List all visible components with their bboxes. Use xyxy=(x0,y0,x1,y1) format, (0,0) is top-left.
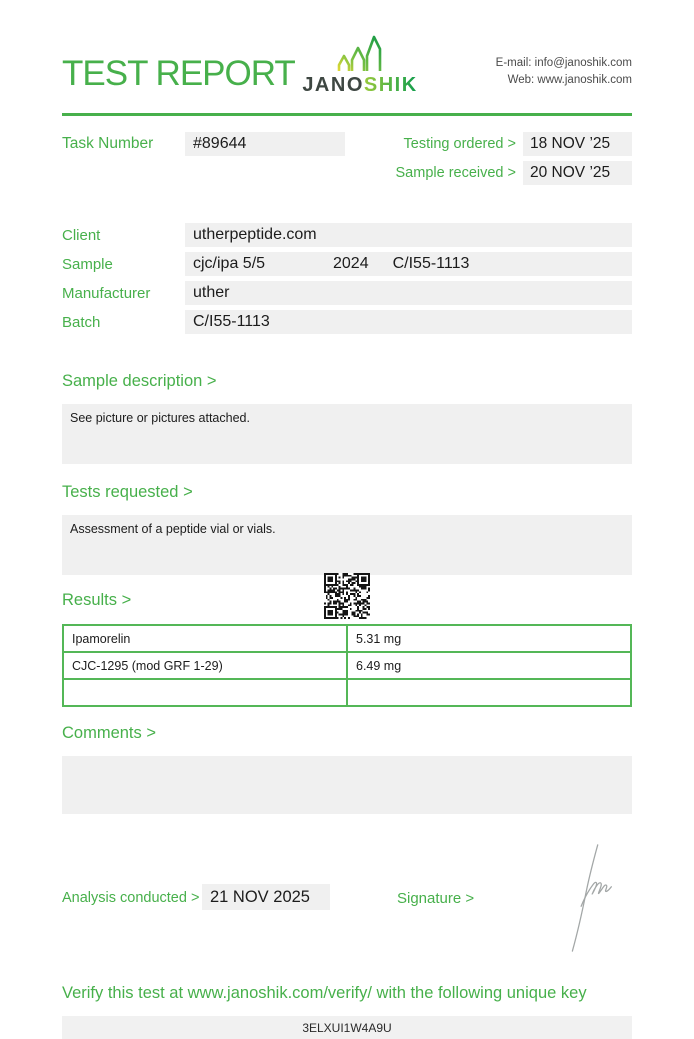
tests-requested-box: Assessment of a peptide vial or vials. xyxy=(62,515,632,575)
qr-code xyxy=(324,573,370,619)
analysis-date: 21 NOV 2025 xyxy=(202,884,330,910)
verify-key: 3ELXUI1W4A9U xyxy=(62,1016,632,1039)
signature-image xyxy=(557,842,617,954)
results-section xyxy=(62,575,632,707)
table-row xyxy=(63,625,631,652)
manufacturer-row xyxy=(62,281,632,305)
email-value: info@janoshik.com xyxy=(534,56,632,69)
task-number-value: #89644 xyxy=(185,132,345,156)
verify-text: Verify this test at www.janoshik.com/verify/ with the following unique key xyxy=(62,984,587,1002)
analysis-conducted-label: Analysis conducted > xyxy=(62,890,200,906)
sample-name: cjc/ipa 5/5 xyxy=(193,255,266,272)
sample-description-box: See picture or pictures attached. xyxy=(62,404,632,464)
client-label: Client xyxy=(62,226,101,244)
batch-value: C/I55-1113 xyxy=(185,310,632,334)
testing-ordered-label: Testing ordered > xyxy=(403,136,516,152)
signature-label: Signature > xyxy=(397,890,475,907)
header-divider xyxy=(62,113,632,116)
brand-wordmark xyxy=(302,75,417,95)
sample-year: 2024 xyxy=(333,255,369,272)
email-label: E-mail: xyxy=(495,56,532,69)
contact-block xyxy=(496,55,632,90)
analyte-cell: CJC-1295 (mod GRF 1-29) xyxy=(63,652,347,679)
comments-box xyxy=(62,756,632,814)
table-row xyxy=(63,652,631,679)
brand-shik: SHIK xyxy=(363,74,418,96)
page-title: TEST REPORT xyxy=(62,54,295,93)
batch-label: Batch xyxy=(62,313,101,331)
analyte-cell xyxy=(63,679,347,706)
amount-cell xyxy=(347,679,631,706)
batch-row xyxy=(62,310,632,334)
brand-jano: JANO xyxy=(302,74,364,96)
table-row xyxy=(63,679,631,706)
task-section xyxy=(62,132,632,185)
analysis-signature-section xyxy=(62,834,632,954)
tests-requested-heading: Tests requested > xyxy=(62,483,193,501)
sample-label: Sample xyxy=(62,255,113,273)
contact-email xyxy=(496,55,632,72)
contact-web xyxy=(496,72,632,89)
testing-ordered-value: 18 NOV ’25 xyxy=(523,132,632,156)
analyte-cell: Ipamorelin xyxy=(63,625,347,652)
amount-cell: 5.31 mg xyxy=(347,625,631,652)
sample-code: C/I55-1113 xyxy=(392,255,470,272)
sample-received-value: 20 NOV ’25 xyxy=(523,161,632,185)
comments-heading: Comments > xyxy=(62,724,156,742)
report-header xyxy=(62,0,632,95)
sample-description-heading: Sample description > xyxy=(62,372,217,390)
amount-cell: 6.49 mg xyxy=(347,652,631,679)
sample-received-label: Sample received > xyxy=(395,165,516,181)
sample-row xyxy=(62,252,632,276)
client-row xyxy=(62,223,632,247)
manufacturer-value: uther xyxy=(185,281,632,305)
results-table xyxy=(62,624,632,707)
janoshik-logo xyxy=(300,32,420,95)
manufacturer-label: Manufacturer xyxy=(62,284,151,302)
results-heading: Results > xyxy=(62,591,132,609)
chart-growth-icon xyxy=(333,32,387,72)
web-value: www.janoshik.com xyxy=(537,73,632,86)
web-label: Web: xyxy=(507,73,535,86)
client-value: utherpeptide.com xyxy=(185,223,632,247)
task-number-label: Task Number xyxy=(62,135,154,152)
details-section xyxy=(62,223,632,334)
